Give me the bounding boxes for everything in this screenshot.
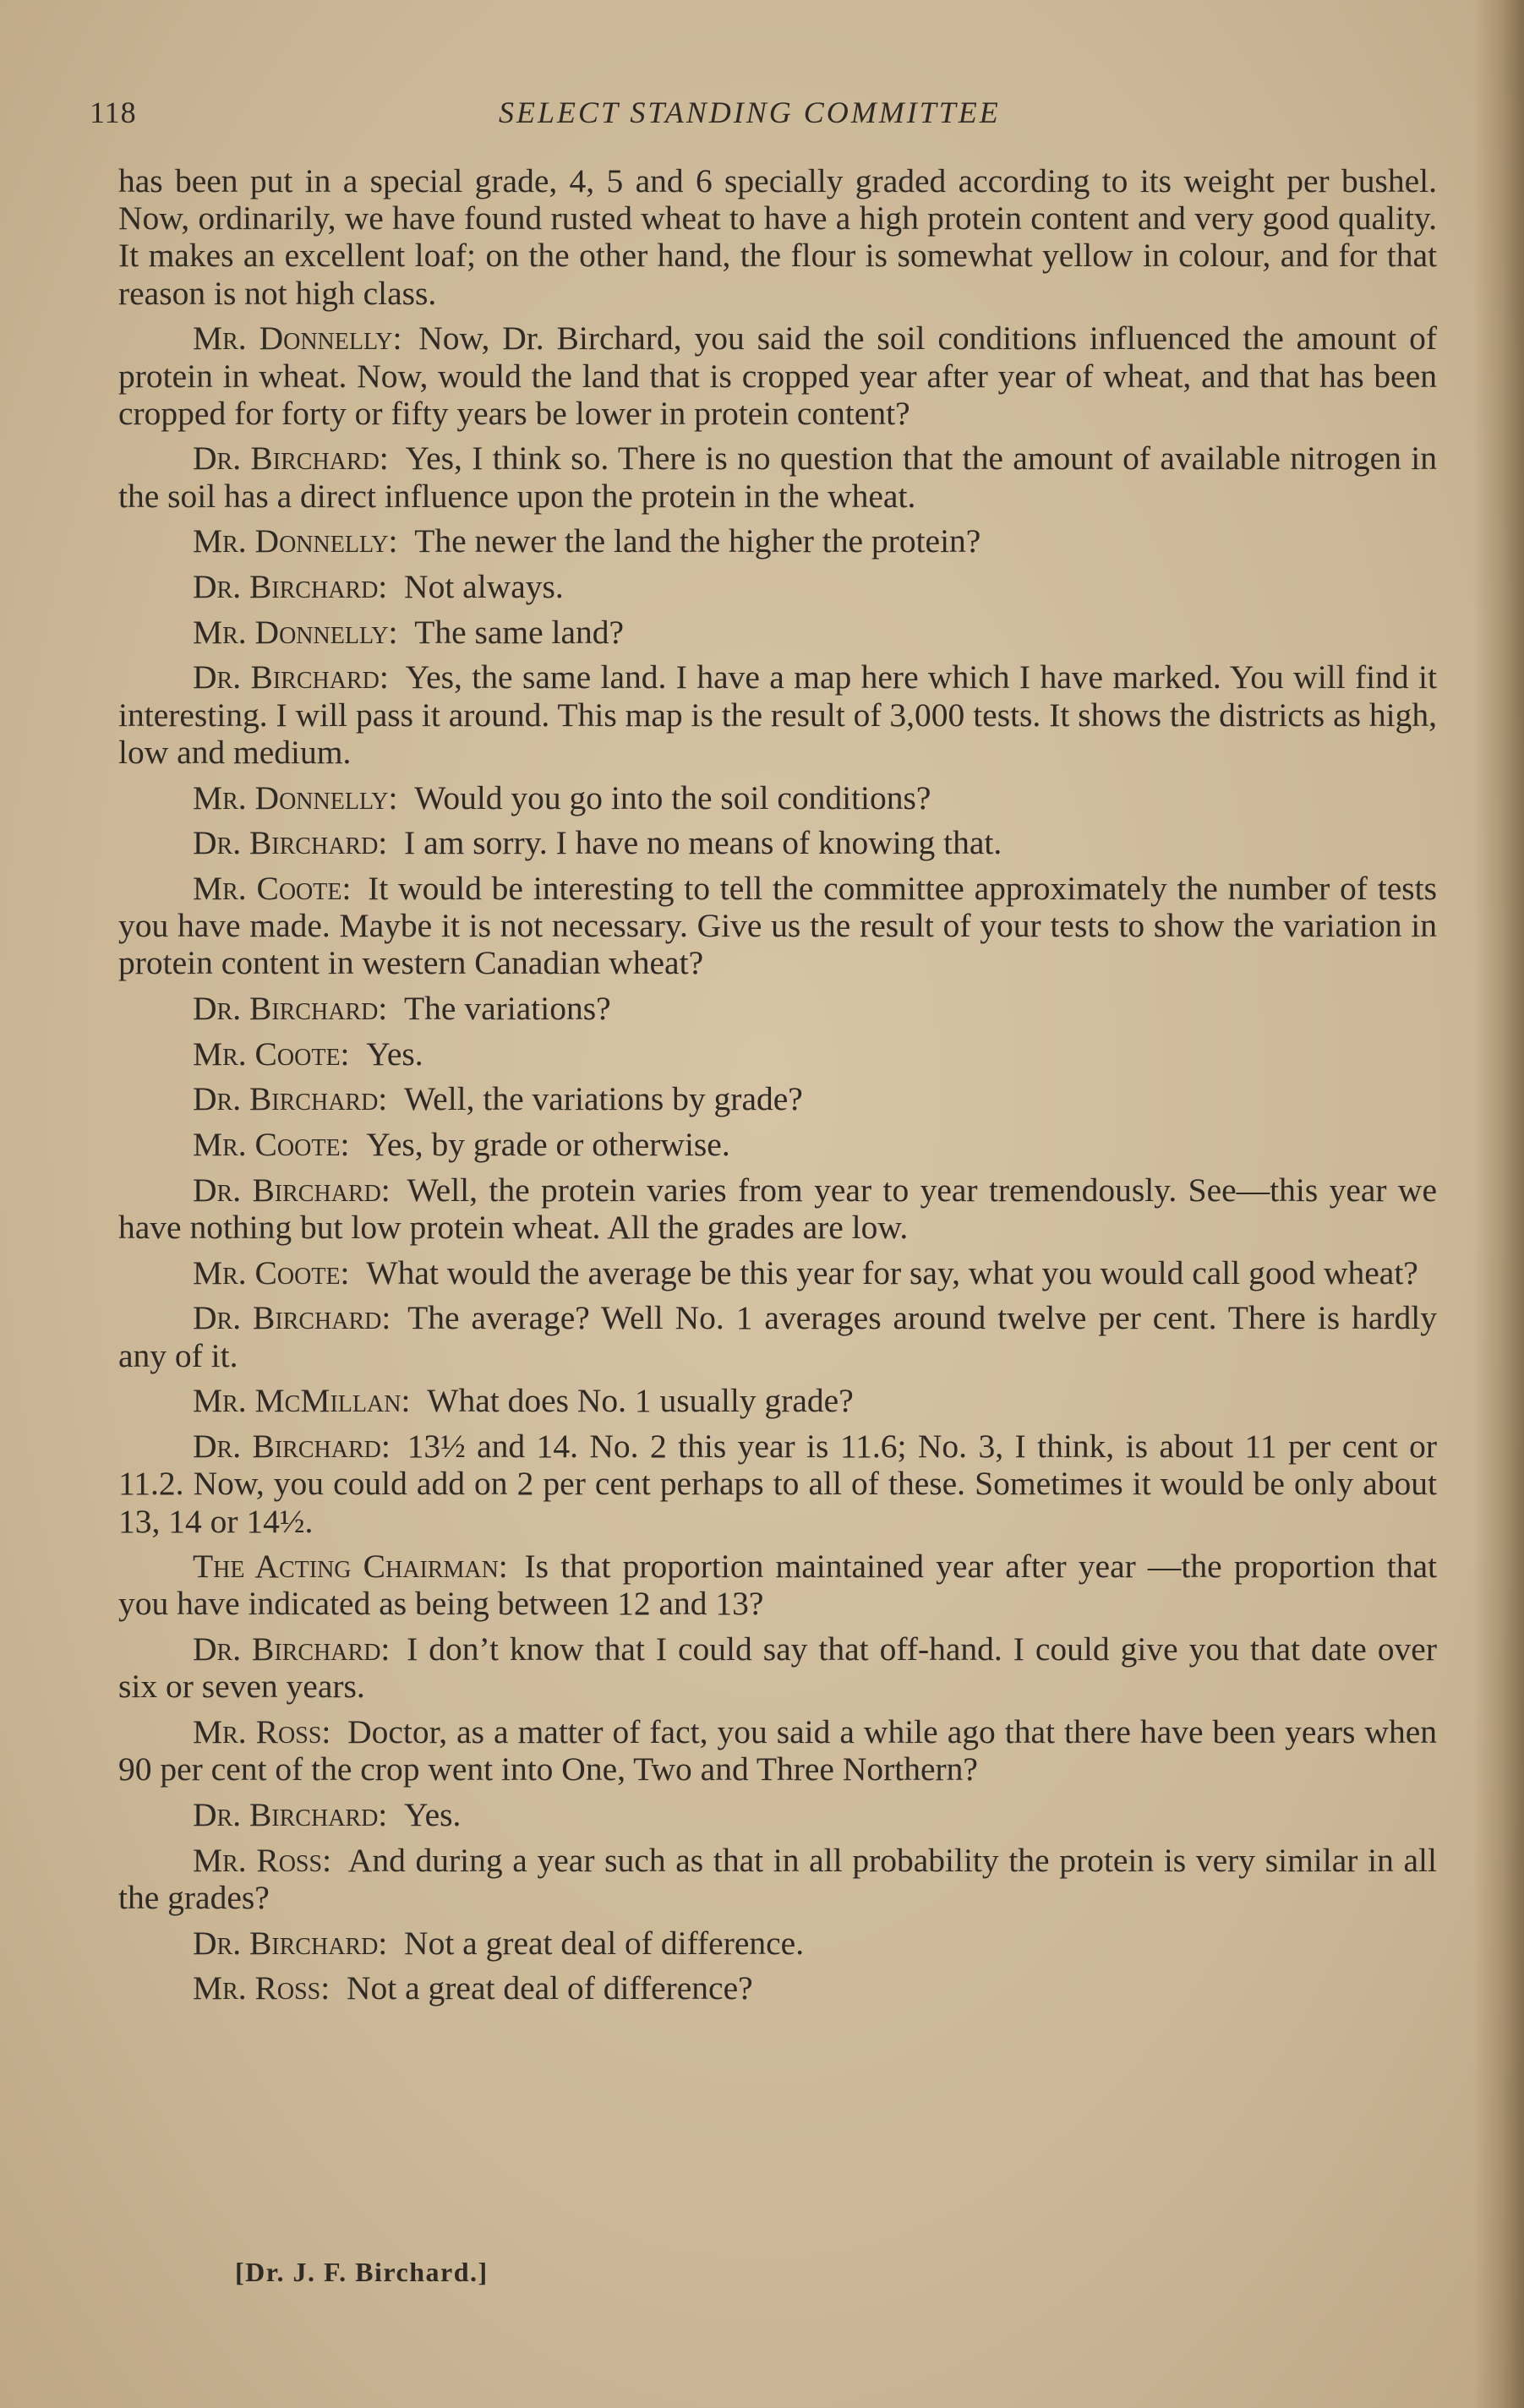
speech-text: 13½ and 14. No. 2 this year is 11.6; No. 3, I think, is about 11 per cent or 11.2. Now, you could add on 2 per cent perhaps to all of these. Sometimes it would be only about 13, 14 or 14½. — [118, 1428, 1437, 1540]
page-edge-shadow — [1473, 0, 1524, 2408]
speech-text: I don’t know that I could say that off-hand. I could give you that date over six or seven years. — [118, 1630, 1437, 1706]
transcript-paragraph — [118, 1969, 1437, 2007]
speech-text: It would be interesting to tell the committee approximately the number of tests you have made. Maybe it is not necessary. Give us the result of your tests to show the variation in protein content in western Canadian wheat? — [118, 869, 1437, 982]
transcript-paragraph — [118, 1548, 1437, 1622]
speaker-label: Mr. Ross: — [193, 1841, 332, 1879]
speaker-label: Mr. Donnelly: — [193, 522, 398, 560]
speaker-label: Dr. Birchard: — [193, 1924, 388, 1962]
transcript-paragraph — [118, 658, 1437, 771]
speaker-label: Mr. McMillan: — [193, 1382, 411, 1420]
transcript-paragraph — [118, 1126, 1437, 1163]
transcript-paragraph — [118, 1428, 1437, 1540]
transcript-paragraph — [118, 1630, 1437, 1705]
speaker-label: Dr. Birchard: — [193, 658, 389, 696]
transcript-paragraph — [118, 824, 1437, 861]
transcript-paragraph — [118, 440, 1437, 514]
speech-text: Not a great deal of difference. — [404, 1924, 805, 1962]
speech-text: Yes, the same land. I have a map here which I have marked. You will find it interesting. I will pass it around. This map is the result of 3,000 tests. It shows the districts as high, low and medium. — [118, 658, 1437, 771]
speech-text: Doctor, as a matter of fact, you said a while ago that there have been years when 90 per cent of the crop went into One, Two and Three Northern? — [118, 1713, 1437, 1788]
speaker-label: Mr. Donnelly: — [193, 613, 398, 651]
speaker-label: Dr. Birchard: — [193, 1080, 388, 1118]
speaker-label: Dr. Birchard: — [193, 1171, 391, 1209]
transcript-paragraph — [118, 1080, 1437, 1117]
speech-text: Yes, by grade or otherwise. — [366, 1126, 730, 1164]
transcript-paragraph — [118, 1842, 1437, 1916]
speaker-label: Mr. Ross: — [193, 1713, 331, 1751]
speech-text: Yes. — [366, 1035, 423, 1073]
transcript-paragraph — [118, 1925, 1437, 1962]
speech-text: has been put in a special grade, 4, 5 and 6 specially graded according to its weight per bushel. Now, ordinarily, we have found rusted wheat to have a high protein content and very good quality. It makes an excellent loaf; on the other hand, the flour is somewhat yellow in colour, and for that reason is not high class. — [118, 162, 1437, 312]
speaker-label: Mr. Coote: — [193, 869, 352, 907]
transcript-paragraph — [118, 779, 1437, 816]
transcript-paragraph — [118, 1254, 1437, 1291]
speech-text: Not a great deal of difference? — [346, 1969, 753, 2007]
speech-text: Now, Dr. Birchard, you said the soil conditions influenced the amount of protein in wheat. Now, would the land that is cropped year after year of wheat, and that has been cropped for forty or fifty years be lower in protein content? — [118, 319, 1437, 432]
speaker-label: Dr. Birchard: — [193, 824, 388, 862]
speech-text: Yes. — [404, 1795, 462, 1833]
speech-text: Not always. — [404, 568, 564, 606]
speech-text: Is that proportion maintained year after year —the proportion that you have indicated as being between 12 and 13? — [118, 1548, 1437, 1623]
transcript-paragraph — [118, 1299, 1437, 1373]
speaker-label: The Acting Chairman: — [193, 1548, 508, 1586]
page-number: 118 — [90, 96, 137, 129]
speech-text: The same land? — [414, 613, 625, 651]
speech-text: What does No. 1 usually grade? — [427, 1382, 854, 1420]
speech-text: I am sorry. I have no means of knowing that. — [404, 824, 1002, 862]
speech-text: The variations? — [404, 990, 611, 1028]
speaker-label: Dr. Birchard: — [193, 1299, 391, 1337]
speech-text: What would the average be this year for say, what you would call good wheat? — [366, 1253, 1418, 1291]
transcript-paragraph — [118, 568, 1437, 605]
transcript-paragraph — [118, 1382, 1437, 1419]
speech-text: Yes, I think so. There is no question that the amount of available nitrogen in the soil has a direct influence upon the protein in the wheat. — [118, 440, 1437, 515]
witness-footer: [Dr. J. F. Birchard.] — [235, 2257, 489, 2287]
transcript-paragraph — [118, 1796, 1437, 1833]
transcript-paragraph — [118, 162, 1437, 312]
speaker-label: Dr. Birchard: — [193, 568, 388, 606]
transcript-paragraph — [118, 1171, 1437, 1246]
speech-text: Would you go into the soil conditions? — [414, 778, 931, 816]
speech-text: Well, the variations by grade? — [404, 1080, 803, 1118]
speaker-label: Dr. Birchard: — [193, 990, 388, 1028]
speech-text: The newer the land the higher the protein? — [414, 522, 981, 560]
speaker-label: Mr. Coote: — [193, 1035, 350, 1073]
speaker-label: Dr. Birchard: — [193, 1630, 391, 1668]
transcript-paragraph — [118, 990, 1437, 1027]
transcript-body — [118, 162, 1437, 2015]
transcript-paragraph — [118, 319, 1437, 432]
speaker-label: Dr. Birchard: — [193, 1428, 391, 1466]
speech-text: Well, the protein varies from year to year tremendously. See—this year we have nothing but low protein wheat. All the grades are low. — [118, 1171, 1437, 1247]
speaker-label: Mr. Coote: — [193, 1253, 350, 1291]
speaker-label: Mr. Coote: — [193, 1126, 350, 1164]
speech-text: The average? Well No. 1 averages around twelve per cent. There is hardly any of it. — [118, 1299, 1437, 1374]
transcript-paragraph — [118, 522, 1437, 560]
transcript-paragraph — [118, 1713, 1437, 1788]
speaker-label: Dr. Birchard: — [193, 440, 389, 478]
speaker-label: Dr. Birchard: — [193, 1795, 388, 1833]
transcript-paragraph — [118, 870, 1437, 982]
speech-text: And during a year such as that in all probability the protein is very similar in all the grades? — [118, 1841, 1437, 1916]
transcript-paragraph — [118, 614, 1437, 651]
transcript-paragraph — [118, 1035, 1437, 1073]
speaker-label: Mr. Donnelly: — [193, 319, 402, 358]
speaker-label: Mr. Ross: — [193, 1969, 330, 2007]
running-head: SELECT STANDING COMMITTEE — [499, 96, 1001, 129]
speaker-label: Mr. Donnelly: — [193, 778, 398, 816]
